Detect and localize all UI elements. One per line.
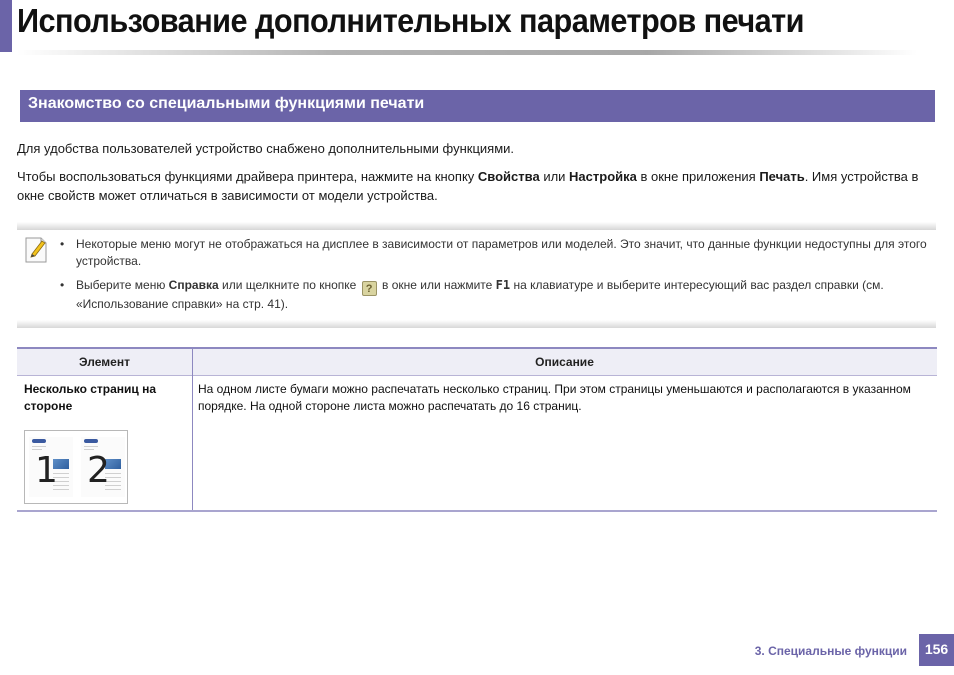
- bullet: •: [60, 237, 65, 251]
- help-menu-term: Справка: [168, 278, 219, 292]
- column-header-description: Описание: [535, 355, 594, 369]
- print-term: Печать: [759, 169, 805, 184]
- note-text: или щелкните по кнопке: [218, 278, 360, 292]
- text-line: [84, 446, 98, 447]
- footer-chapter-label: 3. Специальные функции: [754, 644, 907, 658]
- thumbnail-page-number: 2: [87, 450, 110, 491]
- settings-term: Настройка: [569, 169, 637, 184]
- note-text: Некоторые меню могут не отображаться на дисплее в зависимости от параметров или моделей. Это значит, что данные функции недоступны для этого устройства.: [76, 237, 927, 268]
- note-text: Выберите меню: [76, 278, 169, 292]
- column-divider: [192, 347, 193, 512]
- table-header: [17, 347, 937, 376]
- help-question-icon: ?: [362, 281, 377, 296]
- intro-text: в окне приложения: [636, 169, 760, 184]
- note-pencil-icon: [24, 236, 48, 264]
- left-accent-bar: [0, 0, 12, 52]
- intro-paragraph-2: [17, 167, 927, 205]
- note-list: [60, 236, 936, 320]
- section-header: [20, 90, 935, 122]
- title-underline: [17, 50, 917, 55]
- section-title: Знакомство со специальными функциями печати: [28, 95, 425, 112]
- table-cell-description: На одном листе бумаги можно распечатать несколько страниц. При этом страницы уменьшаются и располагаются в указанном порядке. На одной стороне листа можно распечатать до 16 страниц.: [198, 382, 911, 413]
- thumbnail-page-number: 1: [35, 450, 58, 491]
- column-header-element: Элемент: [79, 355, 130, 369]
- intro-paragraph-1: Для удобства пользователей устройство снабжено дополнительными функциями.: [17, 141, 515, 156]
- page-title: Использование дополнительных параметров печати: [17, 2, 804, 39]
- f1-key-label: F1: [495, 278, 511, 292]
- note-text: на клавиатуре и выберите интересующий вас раздел справки (см. «Использование справки» на стр. 41).: [76, 278, 884, 311]
- thumbnail-page-2: [81, 437, 125, 497]
- intro-text: . Имя устройства в окне свойств может отличаться в зависимости от модели устройства.: [17, 169, 919, 203]
- note-item-1: [60, 236, 936, 270]
- multiple-pages-thumbnail: [24, 430, 128, 504]
- samsung-logo: [32, 439, 46, 443]
- samsung-logo: [84, 439, 98, 443]
- page-number: 156: [919, 634, 954, 666]
- table-bottom-border: [17, 510, 937, 512]
- note-top-border: [17, 222, 936, 230]
- intro-text: или: [539, 169, 570, 184]
- bullet: •: [60, 278, 65, 292]
- note-text: в окне или нажмите: [378, 278, 496, 292]
- intro-text: Чтобы воспользоваться функциями драйвера принтера, нажмите на кнопку: [17, 169, 478, 184]
- thumbnail-page-1: [29, 437, 73, 497]
- table-cell-element: Несколько страниц на стороне: [24, 382, 157, 413]
- note-item-2: [60, 277, 936, 313]
- note-bottom-border: [17, 320, 936, 328]
- properties-term: Свойства: [477, 169, 540, 184]
- text-line: [32, 446, 46, 447]
